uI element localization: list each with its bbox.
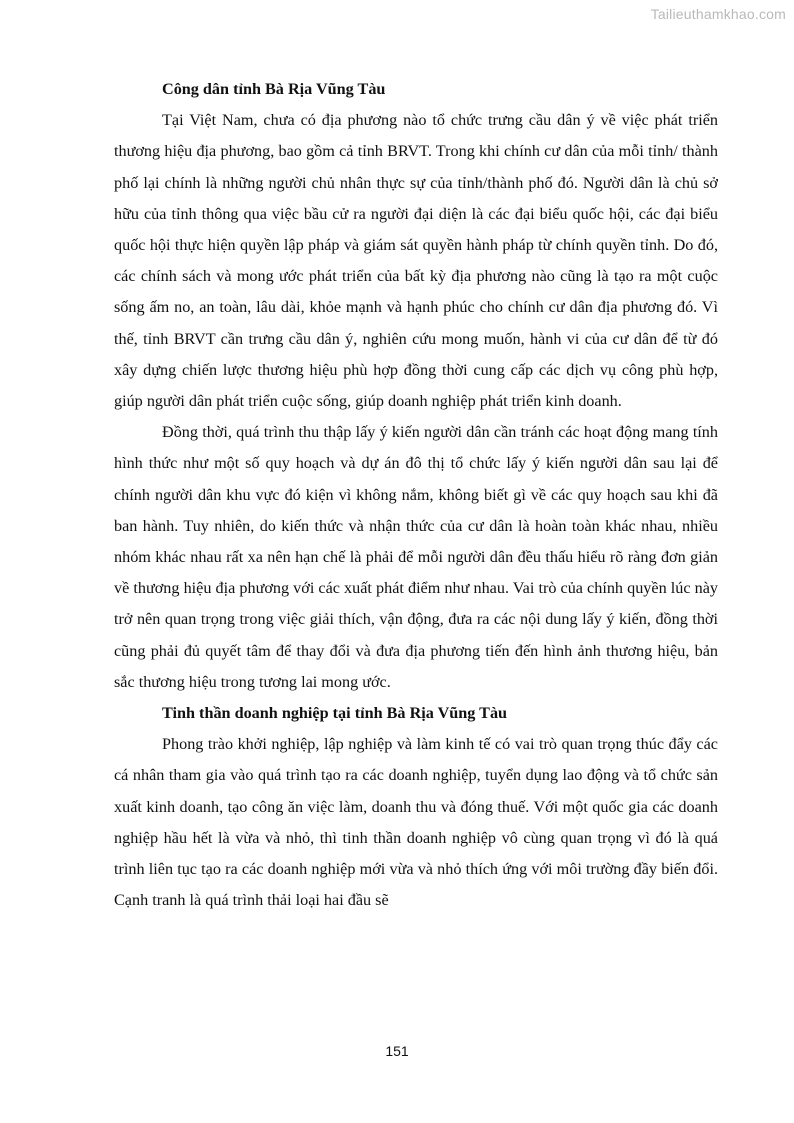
paragraph-citizens-1: Tại Việt Nam, chưa có địa phương nào tổ chức trưng cầu dân ý về việc phát triển thương hiệu địa phương, bao gồm cả tỉnh BRVT. Trong khi chính cư dân của mỗi tỉnh/ thành phố lại chính là những người chủ nhân thực sự của tỉnh/thành phố đó. Người dân là chủ sở hữu của tỉnh thông qua việc bầu cử ra người đại diện là các đại biểu quốc hội, các đại biểu quốc hội thực hiện quyền lập pháp và giám sát quyền hành pháp từ chính quyền tỉnh. Do đó, các chính sách và mong ước phát triển của bất kỳ địa phương nào cũng là tạo ra một cuộc sống ấm no, an toàn, lâu dài, khỏe mạnh và hạnh phúc cho chính cư dân địa phương đó. Vì thế, tỉnh BRVT cần trưng cầu dân ý, nghiên cứu mong muốn, hành vi của cư dân để từ đó xây dựng chiến lược thương hiệu phù hợp đồng thời cung cấp các dịch vụ công phù hợp, giúp người dân phát triển cuộc sống, giúp doanh nghiệp phát triển kinh doanh. (114, 111, 718, 411)
paragraph-citizens-2: Đồng thời, quá trình thu thập lấy ý kiến người dân cần tránh các hoạt động mang tính hình thức như một số quy hoạch và dự án đô thị tổ chức lấy ý kiến người dân sau lại để chính người dân khu vực đó kiện vì không nắm, không biết gì về các quy hoạch sau khi đã ban hành. Tuy nhiên, do kiến thức và nhận thức của cư dân là hoàn toàn khác nhau, nhiều nhóm khác nhau rất xa nên hạn chế là phải để mỗi người dân đều thấu hiểu rõ ràng đơn giản về thương hiệu địa phương với các xuất phát điểm như nhau. Vai trò của chính quyền lúc này trở nên quan trọng trong việc giải thích, vận động, đưa ra các nội dung lấy ý kiến, đồng thời cũng phải đủ quyết tâm để thay đổi và đưa địa phương tiến đến hình ảnh thương hiệu, bản sắc thương hiệu trong tương lai mong ước. (114, 423, 718, 691)
page-content (114, 74, 718, 916)
paragraph-entrepreneurship-1: Phong trào khởi nghiệp, lập nghiệp và làm kinh tế có vai trò quan trọng thúc đẩy các cá nhân tham gia vào quá trình tạo ra các doanh nghiệp, tuyển dụng lao động và tổ chức sản xuất kinh doanh, tạo công ăn việc làm, doanh thu và đóng thuế. Với một quốc gia các doanh nghiệp hầu hết là vừa và nhỏ, thì tinh thần doanh nghiệp vô cùng quan trọng vì đó là quá trình liên tục tạo ra các doanh nghiệp mới vừa và nhỏ thích ứng với môi trường đầy biến đổi. Cạnh tranh là quá trình thải loại hai đầu sẽ (114, 735, 718, 910)
section-heading-entrepreneurship: Tinh thần doanh nghiệp tại tỉnh Bà Rịa Vũng Tàu (162, 704, 508, 723)
watermark-text: Tailieuthamkhao.com (650, 6, 786, 22)
page-number: 151 (385, 1043, 409, 1059)
section-heading-citizens: Công dân tỉnh Bà Rịa Vũng Tàu (162, 80, 386, 98)
